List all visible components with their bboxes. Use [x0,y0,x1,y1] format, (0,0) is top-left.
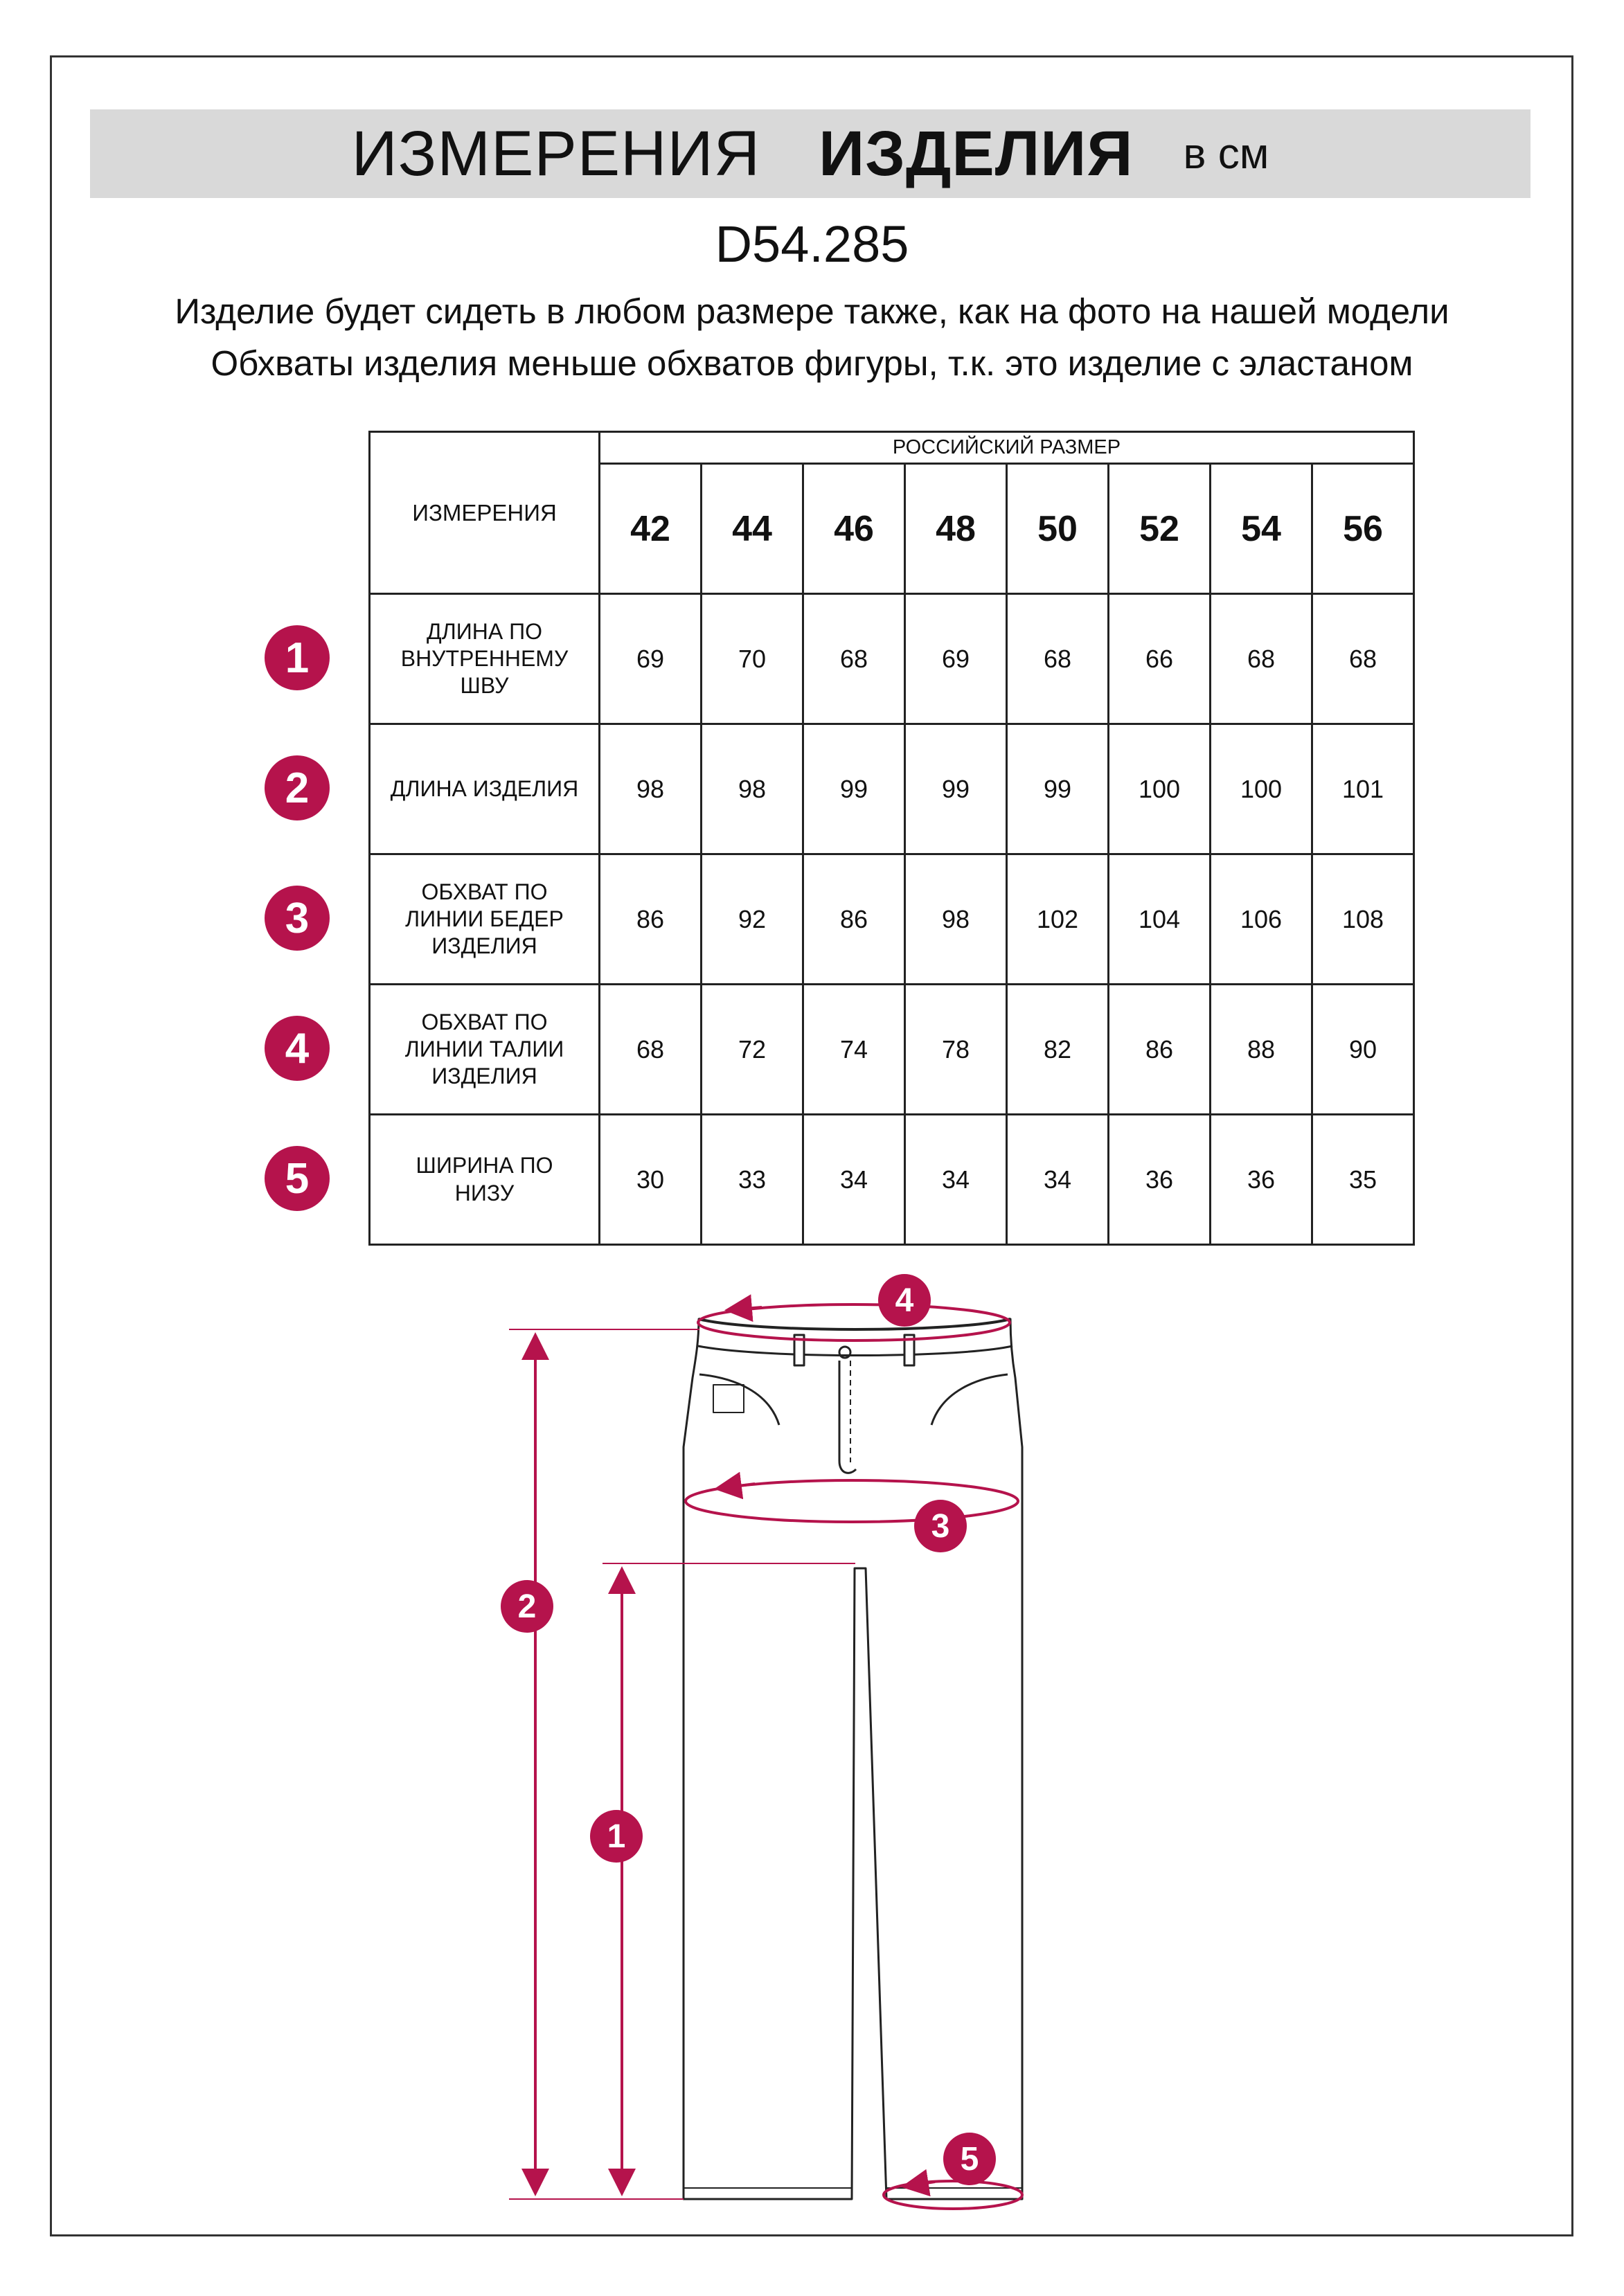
measurement-value: 100 [1211,724,1312,854]
size-system-header: РОССИЙСКИЙ РАЗМЕР [600,432,1414,464]
size-header: 56 [1312,464,1414,594]
row-label: ОБХВАТ ПО ЛИНИИ БЕДЕР ИЗДЕЛИЯ [370,854,600,985]
fly-seam [839,1361,856,1473]
size-header: 42 [600,464,702,594]
diagram-marker-1: 1 [590,1810,643,1863]
measurement-value: 86 [1109,985,1211,1115]
measurement-value: 82 [1007,985,1109,1115]
measurement-value: 88 [1211,985,1312,1115]
measurements-header: ИЗМЕРЕНИЯ [370,432,600,594]
size-header: 50 [1007,464,1109,594]
measurement-value: 36 [1211,1115,1312,1245]
measurement-value: 99 [1007,724,1109,854]
measurement-value: 68 [1211,594,1312,724]
measurement-value: 69 [905,594,1007,724]
measurement-value: 34 [905,1115,1007,1245]
elastane-note: Обхваты изделия меньше обхватов фигуры, т.к. это изделие с эластаном [211,343,1413,383]
measurement-value: 35 [1312,1115,1414,1245]
row-marker-3: 3 [265,886,330,951]
measurement-value: 33 [702,1115,803,1245]
size-header: 48 [905,464,1007,594]
measurement-value: 68 [1007,594,1109,724]
coin-pocket [713,1385,744,1412]
row-marker-5: 5 [265,1146,330,1211]
title-part-1: ИЗМЕРЕНИЯ [351,118,761,189]
measurement-value: 66 [1109,594,1211,724]
measurement-value: 74 [803,985,905,1115]
measurement-value: 98 [905,854,1007,985]
row-label: ШИРИНА ПО НИЗУ [370,1115,600,1245]
size-header: 52 [1109,464,1211,594]
measurement-value: 68 [1312,594,1414,724]
jeans-silhouette [684,1319,1022,2199]
measurement-value: 92 [702,854,803,985]
measurement-value: 98 [702,724,803,854]
measurement-value: 108 [1312,854,1414,985]
measurement-value: 78 [905,985,1007,1115]
front-pocket-left [699,1374,779,1425]
row-marker-4: 4 [265,1016,330,1081]
measurement-value: 72 [702,985,803,1115]
measurement-lines [535,1304,1022,2209]
measurement-value: 106 [1211,854,1312,985]
row-label: ДЛИНА ИЗДЕЛИЯ [370,724,600,854]
measurement-value: 34 [803,1115,905,1245]
measurement-value: 68 [803,594,905,724]
measurement-value: 90 [1312,985,1414,1115]
measurement-value: 100 [1109,724,1211,854]
measurement-value: 104 [1109,854,1211,985]
front-pocket-right [931,1374,1008,1425]
waistband-top [699,1319,1010,1329]
size-header: 54 [1211,464,1312,594]
diagram-marker-3: 3 [914,1500,967,1552]
title-unit: в см [1183,129,1269,178]
measurement-value: 36 [1109,1115,1211,1245]
row-label: ОБХВАТ ПО ЛИНИИ ТАЛИИ ИЗДЕЛИЯ [370,985,600,1115]
measurement-value: 102 [1007,854,1109,985]
diagram-marker-4: 4 [878,1274,931,1327]
measurement-value: 34 [1007,1115,1109,1245]
measurement-value: 69 [600,594,702,724]
article-number: D54.285 [715,215,909,273]
measurement-arrowheads [717,1307,935,2187]
row-marker-1: 1 [265,625,330,690]
measurement-value: 99 [803,724,905,854]
measurement-value: 101 [1312,724,1414,854]
measurement-value: 30 [600,1115,702,1245]
measurement-value: 86 [600,854,702,985]
diagram-marker-5: 5 [943,2133,996,2185]
diagram-marker-2: 2 [501,1580,553,1633]
measurement-value: 86 [803,854,905,985]
guide-lines [509,1329,855,2199]
fit-note: Изделие будет сидеть в любом размере также, как на фото на нашей модели [175,292,1449,331]
jeans-outline [684,1319,1022,2199]
row-label: ДЛИНА ПО ВНУТРЕННЕМУ ШВУ [370,594,600,724]
row-marker-2: 2 [265,755,330,820]
waistband-seam [698,1346,1012,1356]
measurement-value: 68 [600,985,702,1115]
measurement-value: 99 [905,724,1007,854]
size-header: 46 [803,464,905,594]
measurement-value: 98 [600,724,702,854]
title-part-2: ИЗДЕЛИЯ [819,118,1134,189]
measurement-value: 70 [702,594,803,724]
size-header: 44 [702,464,803,594]
